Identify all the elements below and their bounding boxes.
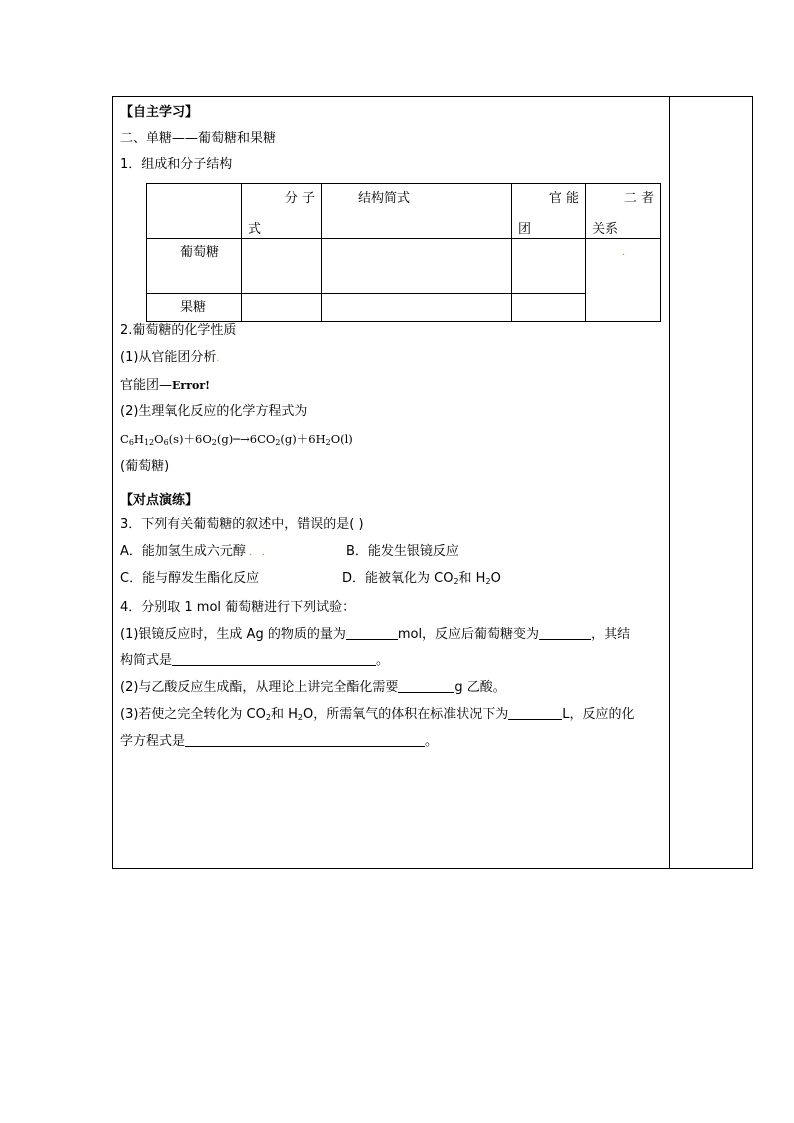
question-3: 3．下列有关葡萄糖的叙述中，错误的是( ): [120, 517, 364, 532]
q4-part1-line2: 构简式是 。: [120, 653, 390, 668]
header-structure: 结构简式: [322, 184, 512, 239]
table-cell: [512, 239, 586, 294]
worksheet-table: [112, 96, 753, 869]
q2-part1: (1)从官能团分析.: [120, 350, 220, 365]
functional-group-line: 官能团—Error!: [120, 378, 210, 393]
answer-blank[interactable]: [346, 627, 398, 640]
q1-title: 1．组成和分子结构: [120, 157, 233, 172]
option-b: B．能发生银镜反应: [346, 544, 459, 559]
table-cell: [512, 294, 586, 322]
question-4: 4．分别取 1 mol 葡萄糖进行下列试验：: [120, 600, 356, 615]
header-molecular-formula: 分 子 式: [242, 184, 322, 239]
row-label-fructose: 果糖: [147, 294, 242, 322]
section-heading: 【自主学习】: [120, 105, 199, 120]
option-a: A．能加氢生成六元醇 . .: [120, 544, 265, 559]
q4-part3-line1: (3)若使之完全转化为 $CO_2$和 $H_2O$，所需氧气的体积在标准状况下为 L，反应的化: [120, 707, 635, 722]
answer-blank[interactable]: [172, 653, 376, 666]
table-cell: [322, 294, 512, 322]
header-functional-group: 官 能 团: [512, 184, 586, 239]
answer-blank[interactable]: [539, 627, 591, 640]
answer-blank[interactable]: [185, 734, 425, 747]
table-corner-cell: [147, 184, 242, 239]
table-cell: [242, 294, 322, 322]
option-d: D．能被氧化为 $CO_2$和 $H_2O$: [342, 571, 501, 586]
error-text: Error!: [172, 379, 210, 392]
equation-note: (葡萄糖): [120, 459, 170, 474]
table-cell: [322, 239, 512, 294]
relation-merged-cell: .: [586, 239, 661, 322]
answer-blank[interactable]: [508, 707, 562, 720]
q4-part3-line2: 学方程式是 。: [120, 734, 439, 749]
table-cell: [242, 239, 322, 294]
header-relation: 二 者 关系: [586, 184, 661, 239]
q4-part1-line1: (1)银镜反应时，生成 Ag 的物质的量为 mol，反应后葡萄糖变为 ，其结: [120, 627, 631, 642]
oxidation-equation: $C_6H_{12}O_6(s)+6O_2(g)─\to 6CO_2(g)+6H_2O(l)$: [120, 432, 353, 447]
row-label-glucose: 葡萄糖: [147, 239, 242, 294]
margin-column-divider: [669, 97, 670, 868]
q2-title: 2.葡萄糖的化学性质: [120, 323, 237, 338]
answer-blank[interactable]: [398, 680, 454, 693]
option-c: C．能与醇发生酯化反应: [120, 571, 260, 586]
structure-table: [146, 183, 661, 322]
subtitle: 二、单糖——葡萄糖和果糖: [120, 131, 277, 146]
q2-part2: (2)生理氧化反应的化学方程式为: [120, 404, 308, 419]
practice-heading: 【对点演练】: [120, 493, 199, 508]
q4-part2: (2)与乙酸反应生成酯，从理论上讲完全酯化需要 g 乙酸。: [120, 680, 506, 695]
